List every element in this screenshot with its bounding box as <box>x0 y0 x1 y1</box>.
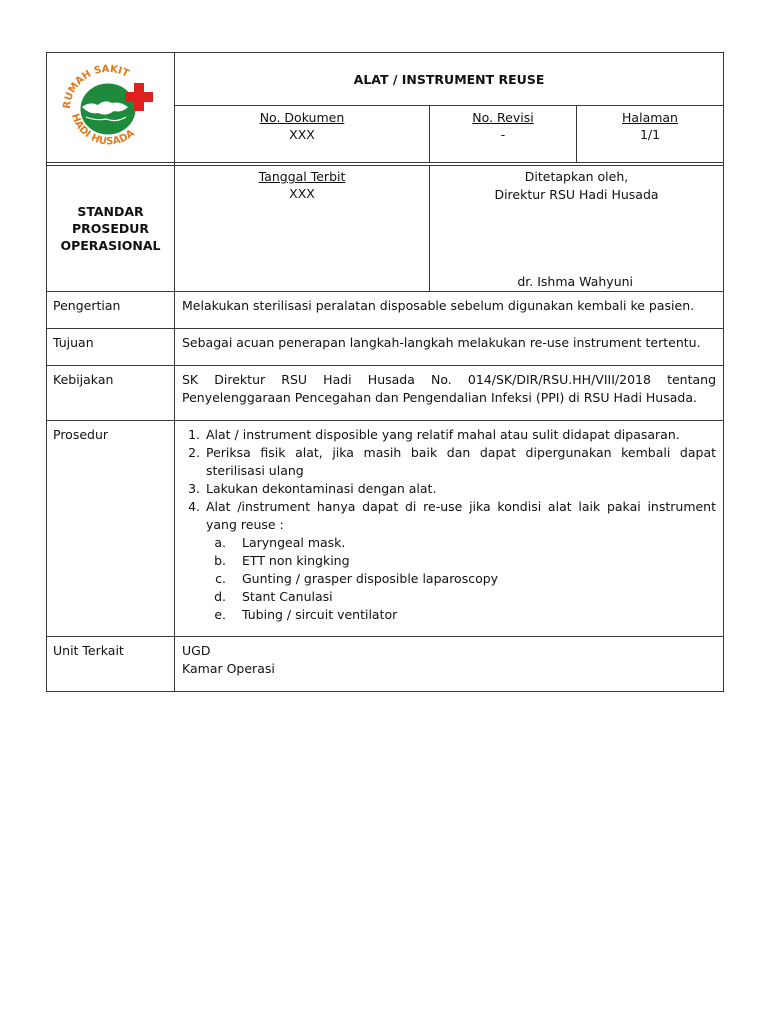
halaman-cell <box>577 106 724 163</box>
prosedur-step <box>204 498 716 624</box>
ditetapkan-label: Ditetapkan oleh, <box>524 169 629 184</box>
unit-item: Kamar Operasi <box>182 661 275 676</box>
prosedur-cell <box>175 421 724 637</box>
no-revisi-value: - <box>500 127 506 142</box>
kebijakan-line-1: SK Direktur RSU Hadi Husada No. 014/SK/DIR/RSU.HH/VIII/2018 tentang <box>182 372 717 387</box>
no-dokumen-value: XXX <box>289 127 315 142</box>
ditetapkan-cell <box>430 166 724 292</box>
pengertian-label: Pengertian <box>47 292 175 329</box>
no-dokumen-label: No. Dokumen <box>259 110 345 125</box>
prosedur-steps <box>182 426 716 624</box>
logo-text-bottom: HADI HUSADA <box>68 112 137 148</box>
halaman-label: Halaman <box>622 110 678 125</box>
tanggal-terbit-cell <box>175 166 430 292</box>
sop-line-3: OPERASIONAL <box>60 238 161 253</box>
sop-line-1: STANDAR <box>77 204 144 219</box>
prosedur-step-text: Alat /instrument hanya dapat di re-use jika kondisi alat laik pakai instrument yang reuse : <box>206 499 717 532</box>
sop-table <box>46 52 724 692</box>
tanggal-terbit-value: XXX <box>289 186 315 201</box>
sop-title-cell <box>47 166 175 292</box>
hospital-logo <box>56 57 166 155</box>
no-revisi-label: No. Revisi <box>472 110 534 125</box>
unit-terkait-cell <box>175 637 724 692</box>
reuse-item: a. Laryngeal mask. <box>230 534 716 552</box>
tanggal-terbit-label: Tanggal Terbit <box>258 169 346 184</box>
tujuan-label: Tujuan <box>47 329 175 366</box>
halaman-value: 1/1 <box>639 127 661 142</box>
sop-line-2: PROSEDUR <box>71 221 150 236</box>
no-revisi-cell <box>430 106 577 163</box>
kebijakan-cell <box>175 366 724 421</box>
pengertian-text: Melakukan sterilisasi peralatan disposable sebelum digunakan kembali ke pasien. <box>175 292 724 329</box>
unit-item: UGD <box>182 643 211 658</box>
document-title: ALAT / INSTRUMENT REUSE <box>175 53 724 106</box>
direktur-label: Direktur RSU Hadi Husada <box>494 187 659 202</box>
reuse-item: c. Gunting / grasper disposible laparoscopy <box>230 570 716 588</box>
reuse-instrument-list <box>206 534 716 624</box>
prosedur-step: 2. Periksa fisik alat, jika masih baik dan dapat dipergunakan kembali dapat sterilisasi ulang <box>204 444 716 480</box>
reuse-item: b. ETT non kingking <box>230 552 716 570</box>
reuse-item: d. Stant Canulasi <box>230 588 716 606</box>
reuse-item: e. Tubing / sircuit ventilator <box>230 606 716 624</box>
signer-name: dr. Ishma Wahyuni <box>517 274 634 289</box>
no-dokumen-cell <box>175 106 430 163</box>
logo-text-top: RUMAH SAKIT <box>61 63 131 110</box>
sop-document <box>46 52 723 692</box>
kebijakan-label: Kebijakan <box>47 366 175 421</box>
tujuan-text: Sebagai acuan penerapan langkah-langkah melakukan re-use instrument tertentu. <box>175 329 724 366</box>
prosedur-label: Prosedur <box>47 421 175 637</box>
prosedur-step: 1. Alat / instrument disposible yang relatif mahal atau sulit didapat dipasaran. <box>204 426 716 444</box>
unit-terkait-label: Unit Terkait <box>47 637 175 692</box>
logo-cell <box>47 53 175 163</box>
prosedur-step: 3. Lakukan dekontaminasi dengan alat. <box>204 480 716 498</box>
kebijakan-line-2: Penyelenggaraan Pencegahan dan Pengendalian Infeksi (PPI) di RSU Hadi Husada. <box>182 390 697 405</box>
